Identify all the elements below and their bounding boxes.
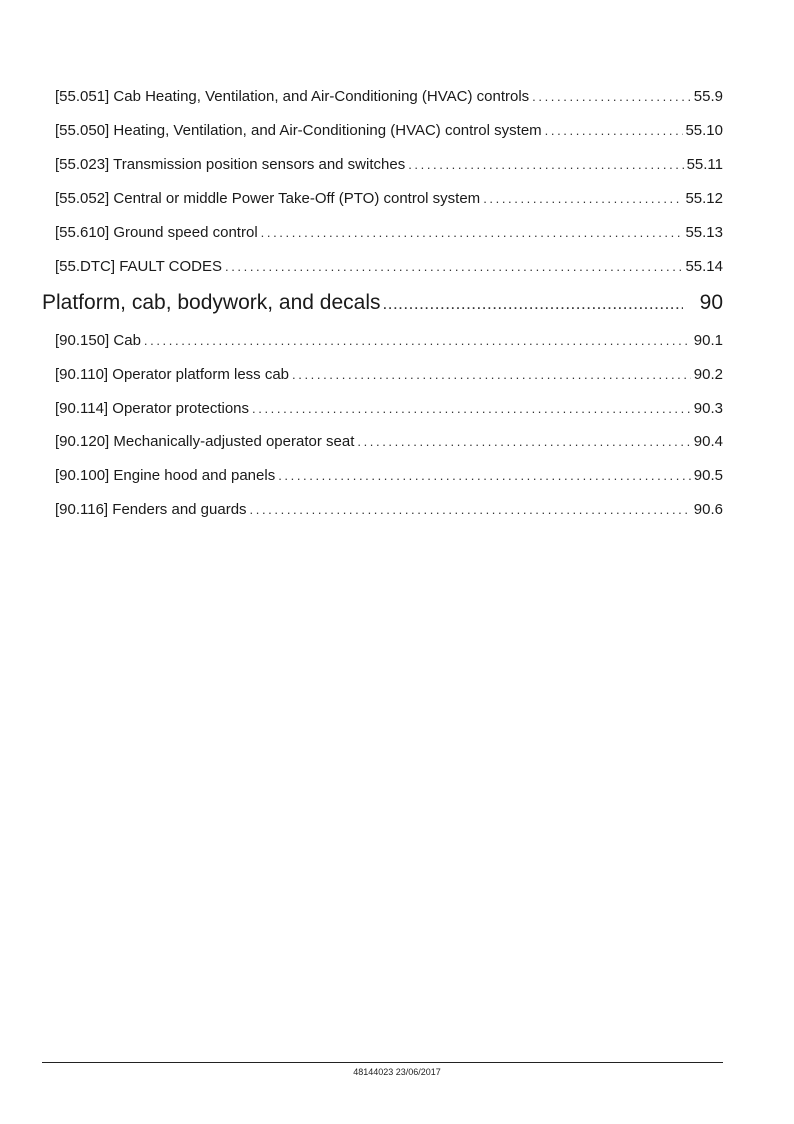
toc-entry-text: Mechanically-adjusted operator seat [113, 433, 355, 450]
toc-section-page: 90 [699, 291, 723, 314]
toc-entry-90-116[interactable] [55, 501, 723, 519]
toc-entry-title [55, 224, 258, 242]
toc-entry-90-100[interactable] [55, 467, 723, 485]
toc-entry-code: [90.114] [55, 400, 109, 417]
toc-entry-text: Fenders and guards [112, 501, 247, 518]
toc-entry-90-150[interactable] [55, 332, 723, 350]
toc-entry-title [55, 122, 542, 140]
toc-entry-55-023[interactable] [55, 156, 723, 174]
toc-entry-text: FAULT CODES [119, 258, 222, 275]
dot-leader [383, 291, 683, 317]
toc-entry-code: [55.050] [55, 122, 110, 139]
dot-leader [545, 122, 684, 140]
toc-entry-code: [55.DTC] [55, 258, 116, 275]
toc-entry-page: 90.4 [693, 433, 723, 450]
toc-entry-text: Central or middle Power Take-Off (PTO) control system [113, 190, 481, 207]
toc-entry-90-114[interactable] [55, 400, 723, 418]
toc-entry-55-050[interactable] [55, 122, 723, 140]
toc-entry-page: 55.11 [686, 156, 723, 173]
toc-entry-page: 90.2 [693, 366, 723, 383]
toc-entry-code: [90.116] [55, 501, 109, 518]
toc-entry-90-120[interactable] [55, 433, 723, 451]
toc-entry-code: [90.100] [55, 467, 110, 484]
toc-entry-55-051[interactable] [55, 88, 723, 106]
toc-section-title: Platform, cab, bodywork, and decals [42, 291, 381, 314]
dot-leader [532, 88, 691, 106]
toc-entry-code: [55.052] [55, 190, 110, 207]
toc-entry-90-110[interactable] [55, 366, 723, 384]
dot-leader [408, 156, 684, 174]
toc-entry-code: [55.051] [55, 88, 110, 105]
dot-leader [357, 433, 691, 451]
toc-entry-page: 90.5 [693, 467, 723, 484]
toc-entry-code: [90.150] [55, 332, 110, 349]
toc-entry-55-dtc[interactable] [55, 258, 723, 276]
toc-entry-page: 55.14 [685, 258, 723, 275]
toc-entry-text: Heating, Ventilation, and Air-Conditioning (HVAC) control system [113, 122, 542, 139]
toc-entry-title [55, 88, 529, 106]
dot-leader [252, 400, 691, 418]
toc-entry-text: Transmission position sensors and switches [113, 156, 406, 173]
toc-entry-text: Operator platform less cab [112, 366, 290, 383]
footer-divider [42, 1062, 723, 1063]
toc-entry-title [55, 332, 141, 350]
toc-entry-code: [55.023] [55, 156, 110, 173]
toc-entry-code: [90.110] [55, 366, 109, 383]
toc-entry-text: Ground speed control [113, 224, 258, 241]
toc-entry-title [55, 366, 289, 384]
toc-entry-page: 55.9 [693, 88, 723, 105]
toc-entry-page: 55.13 [685, 224, 723, 241]
footer-doc-id: 48144023 23/06/2017 [353, 1067, 441, 1077]
dot-leader [483, 190, 683, 208]
toc-entry-page: 55.10 [685, 122, 723, 139]
dot-leader [292, 366, 691, 384]
dot-leader [144, 332, 691, 350]
dot-leader [250, 501, 691, 519]
dot-leader [225, 258, 683, 276]
toc-entry-title [55, 258, 222, 276]
toc-entry-page: 90.3 [693, 400, 723, 417]
toc-entry-code: [90.120] [55, 433, 110, 450]
toc-entry-code: [55.610] [55, 224, 110, 241]
toc-entry-55-610[interactable] [55, 224, 723, 242]
toc-entry-55-052[interactable] [55, 190, 723, 208]
toc-entry-text: Cab Heating, Ventilation, and Air-Conditioning (HVAC) controls [113, 88, 530, 105]
toc-entry-title [55, 433, 354, 451]
toc-entry-text: Cab [113, 332, 141, 349]
toc-entry-title [55, 400, 249, 418]
dot-leader [261, 224, 684, 242]
toc-entry-text: Engine hood and panels [113, 467, 276, 484]
toc-entry-title [55, 156, 405, 174]
toc-section-90[interactable] [42, 290, 723, 317]
toc-entry-text: Operator protections [112, 400, 250, 417]
toc-entry-title [55, 467, 275, 485]
toc-entry-title [55, 190, 480, 208]
toc-entry-page: 90.1 [693, 332, 723, 349]
toc-entry-page: 90.6 [693, 501, 723, 518]
toc-entry-page: 55.12 [685, 190, 723, 207]
toc-entry-title [55, 501, 247, 519]
dot-leader [278, 467, 691, 485]
